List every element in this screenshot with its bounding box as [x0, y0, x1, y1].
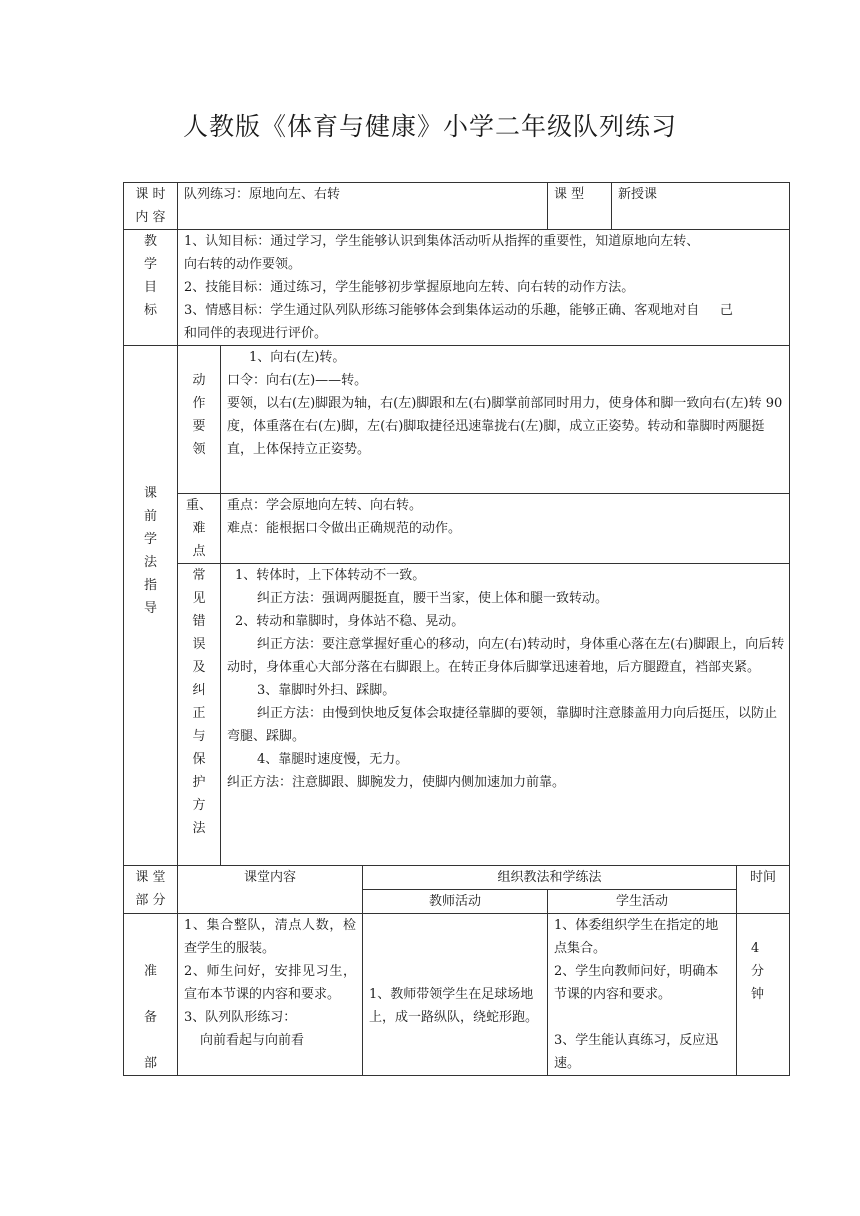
- correction-method: 纠正方法：由慢到快地反复体会取捷径靠脚的要领，靠脚时注意膝盖用力向后挺压，以防止弯腿、踩脚。: [227, 706, 778, 744]
- label-line: 内 容: [135, 210, 166, 225]
- goal-line: 2、技能目标：通过练习，学生能够初步掌握原地向左转、向右转的动作方法。: [184, 280, 635, 295]
- action-line: 口令：向右(左)——转。: [227, 373, 368, 388]
- teaching-goals-label: [124, 230, 178, 346]
- lesson-content-row: [124, 183, 790, 230]
- time-unit-char: 钟: [751, 987, 765, 1002]
- label-char: 纠: [192, 683, 206, 698]
- label-char: 准: [143, 964, 157, 979]
- teacher-activity-text: 1、教师带领学生在足球场地上，成一路纵队，绕蛇形跑。: [369, 987, 539, 1025]
- preparation-label: [124, 914, 178, 1076]
- common-errors-label: [178, 564, 221, 866]
- teacher-activity-header: 教师活动: [363, 890, 548, 914]
- label-char: 学: [143, 532, 157, 547]
- goal-line: 3、情感目标：学生通过队列队形练习能够体会到集体运动的乐趣，能够正确、客观地对自 己: [184, 303, 733, 318]
- correction-method: 纠正方法：强调两腿挺直，腰干当家，使上体和腿一致转动。: [257, 591, 609, 606]
- key-points-content: [221, 494, 790, 564]
- action-line: 要领，以右(左)脚跟为轴，右(左)脚跟和左(右)脚掌前部同时用力，使身体和脚一致向右(左)转 90 度，体重落在右(左)脚，左(右)脚取捷径迅速靠拢右(左)脚，成立正姿势。转动和靠脚时两腿挺直，上体保持立正姿势。: [227, 396, 783, 457]
- label-char: 教: [143, 234, 157, 249]
- label-char: 标: [143, 303, 157, 318]
- label-line: 课 堂: [135, 870, 166, 885]
- goal-line: 和同伴的表现进行评价。: [184, 326, 328, 341]
- time-unit-char: 分: [751, 964, 765, 979]
- key-points-label: [178, 494, 221, 564]
- lesson-type-value: 新授课: [612, 183, 790, 230]
- common-errors-row: [124, 564, 790, 866]
- label-line: 课 时: [135, 187, 166, 202]
- action-line: 1、向右(左)转。: [249, 350, 346, 365]
- label-char: 难: [192, 521, 206, 536]
- label-char: 护: [192, 775, 206, 790]
- common-errors-content: [221, 564, 790, 866]
- preparation-teacher-activity: [363, 914, 548, 1076]
- correction-method: 纠正方法：要注意掌握好重心的移动，向左(右)转动时，身体重心落在左(右)脚跟上，向后转动时，身体重心大部分落在右脚跟上。在转正身体后脚掌迅速着地，后方腿蹬直，裆部夹紧。: [227, 637, 785, 675]
- preparation-text: 1、集合整队，清点人数，检查学生的服装。 2、师生问好，安排见习生，宣布本节课的内容和要求。 3、队列队形练习：: [184, 918, 356, 1025]
- lesson-content-label: [124, 183, 178, 230]
- label-char: 及: [192, 660, 206, 675]
- label-char: 学: [143, 257, 157, 272]
- label-char: 重、: [185, 498, 212, 513]
- preparation-row: [124, 914, 790, 1076]
- label-char: 课: [143, 486, 157, 501]
- preparation-student-activity: [548, 914, 737, 1076]
- student-activity-text: 2、学生向教师问好，明确本节课的内容和要求。: [554, 964, 719, 1002]
- label-char: 目: [143, 280, 157, 295]
- class-part-label: [124, 866, 178, 914]
- label-char: 领: [192, 442, 206, 457]
- student-activity-header: 学生活动: [548, 890, 737, 914]
- action-essentials-row: [124, 346, 790, 494]
- label-char: 备: [143, 1010, 157, 1025]
- error-item: 2、转动和靠脚时，身体站不稳、晃动。: [235, 614, 465, 629]
- goal-line: 1、认知目标：通过学习，学生能够认识到集体活动听从指挥的重要性，知道原地向左转、: [184, 234, 700, 249]
- preparation-content: [178, 914, 363, 1076]
- label-char: 动: [192, 373, 206, 388]
- goal-line: 向右转的动作要领。: [184, 257, 302, 272]
- correction-method: 纠正方法：注意脚跟、脚腕发力，使脚内侧加速加力前靠。: [227, 775, 566, 790]
- label-char: 错: [192, 614, 206, 629]
- lesson-type-label: 课 型: [548, 183, 612, 230]
- label-char: 导: [143, 601, 157, 616]
- preparation-text-last: 向前看起与向前看: [200, 1033, 305, 1048]
- label-char: 见: [192, 591, 206, 606]
- label-char: 点: [192, 544, 206, 559]
- label-char: 误: [192, 637, 206, 652]
- student-activity-text: 1、体委组织学生在指定的地点集合。: [554, 918, 719, 956]
- label-char: 作: [192, 396, 206, 411]
- label-char: 常: [192, 568, 206, 583]
- teaching-goals-row: [124, 230, 790, 346]
- label-char: 法: [143, 555, 157, 570]
- label-char: 指: [143, 578, 157, 593]
- label-char: 部: [143, 1056, 157, 1071]
- label-char: 方: [192, 798, 206, 813]
- preparation-time: [737, 914, 790, 1076]
- label-char: 前: [143, 509, 157, 524]
- error-item: 4、靠腿时速度慢，无力。: [257, 752, 409, 767]
- action-essentials-label: [178, 346, 221, 494]
- student-activity-text: 3、学生能认真练习，反应迅速。: [554, 1033, 719, 1071]
- label-char: 正: [192, 706, 206, 721]
- pre-class-guide-label: [124, 346, 178, 866]
- error-item: 1、转体时，上下体转动不一致。: [235, 568, 426, 583]
- label-char: 保: [192, 752, 206, 767]
- teaching-goals-content: [178, 230, 790, 346]
- label-line: 部 分: [135, 893, 166, 908]
- key-points-row: [124, 494, 790, 564]
- label-char: 法: [192, 821, 206, 836]
- time-header: 时间: [737, 866, 790, 914]
- lesson-content-value: 队列练习：原地向左、右转: [178, 183, 548, 230]
- class-content-header: 课堂内容: [178, 866, 363, 914]
- lesson-plan-table: [123, 182, 790, 1076]
- time-value: 4: [751, 941, 760, 956]
- error-item: 3、靠脚时外扫、踩脚。: [257, 683, 396, 698]
- method-header: 组织教法和学练法: [363, 866, 737, 890]
- class-section-header-row: [124, 866, 790, 890]
- document-title: 人教版《体育与健康》小学二年级队列练习: [182, 112, 677, 141]
- key-point-line: 重点：学会原地向左转、向右转。: [227, 498, 423, 513]
- label-char: 要: [192, 419, 206, 434]
- key-point-line: 难点：能根据口令做出正确规范的动作。: [227, 521, 462, 536]
- action-essentials-content: [221, 346, 790, 494]
- label-char: 与: [192, 729, 206, 744]
